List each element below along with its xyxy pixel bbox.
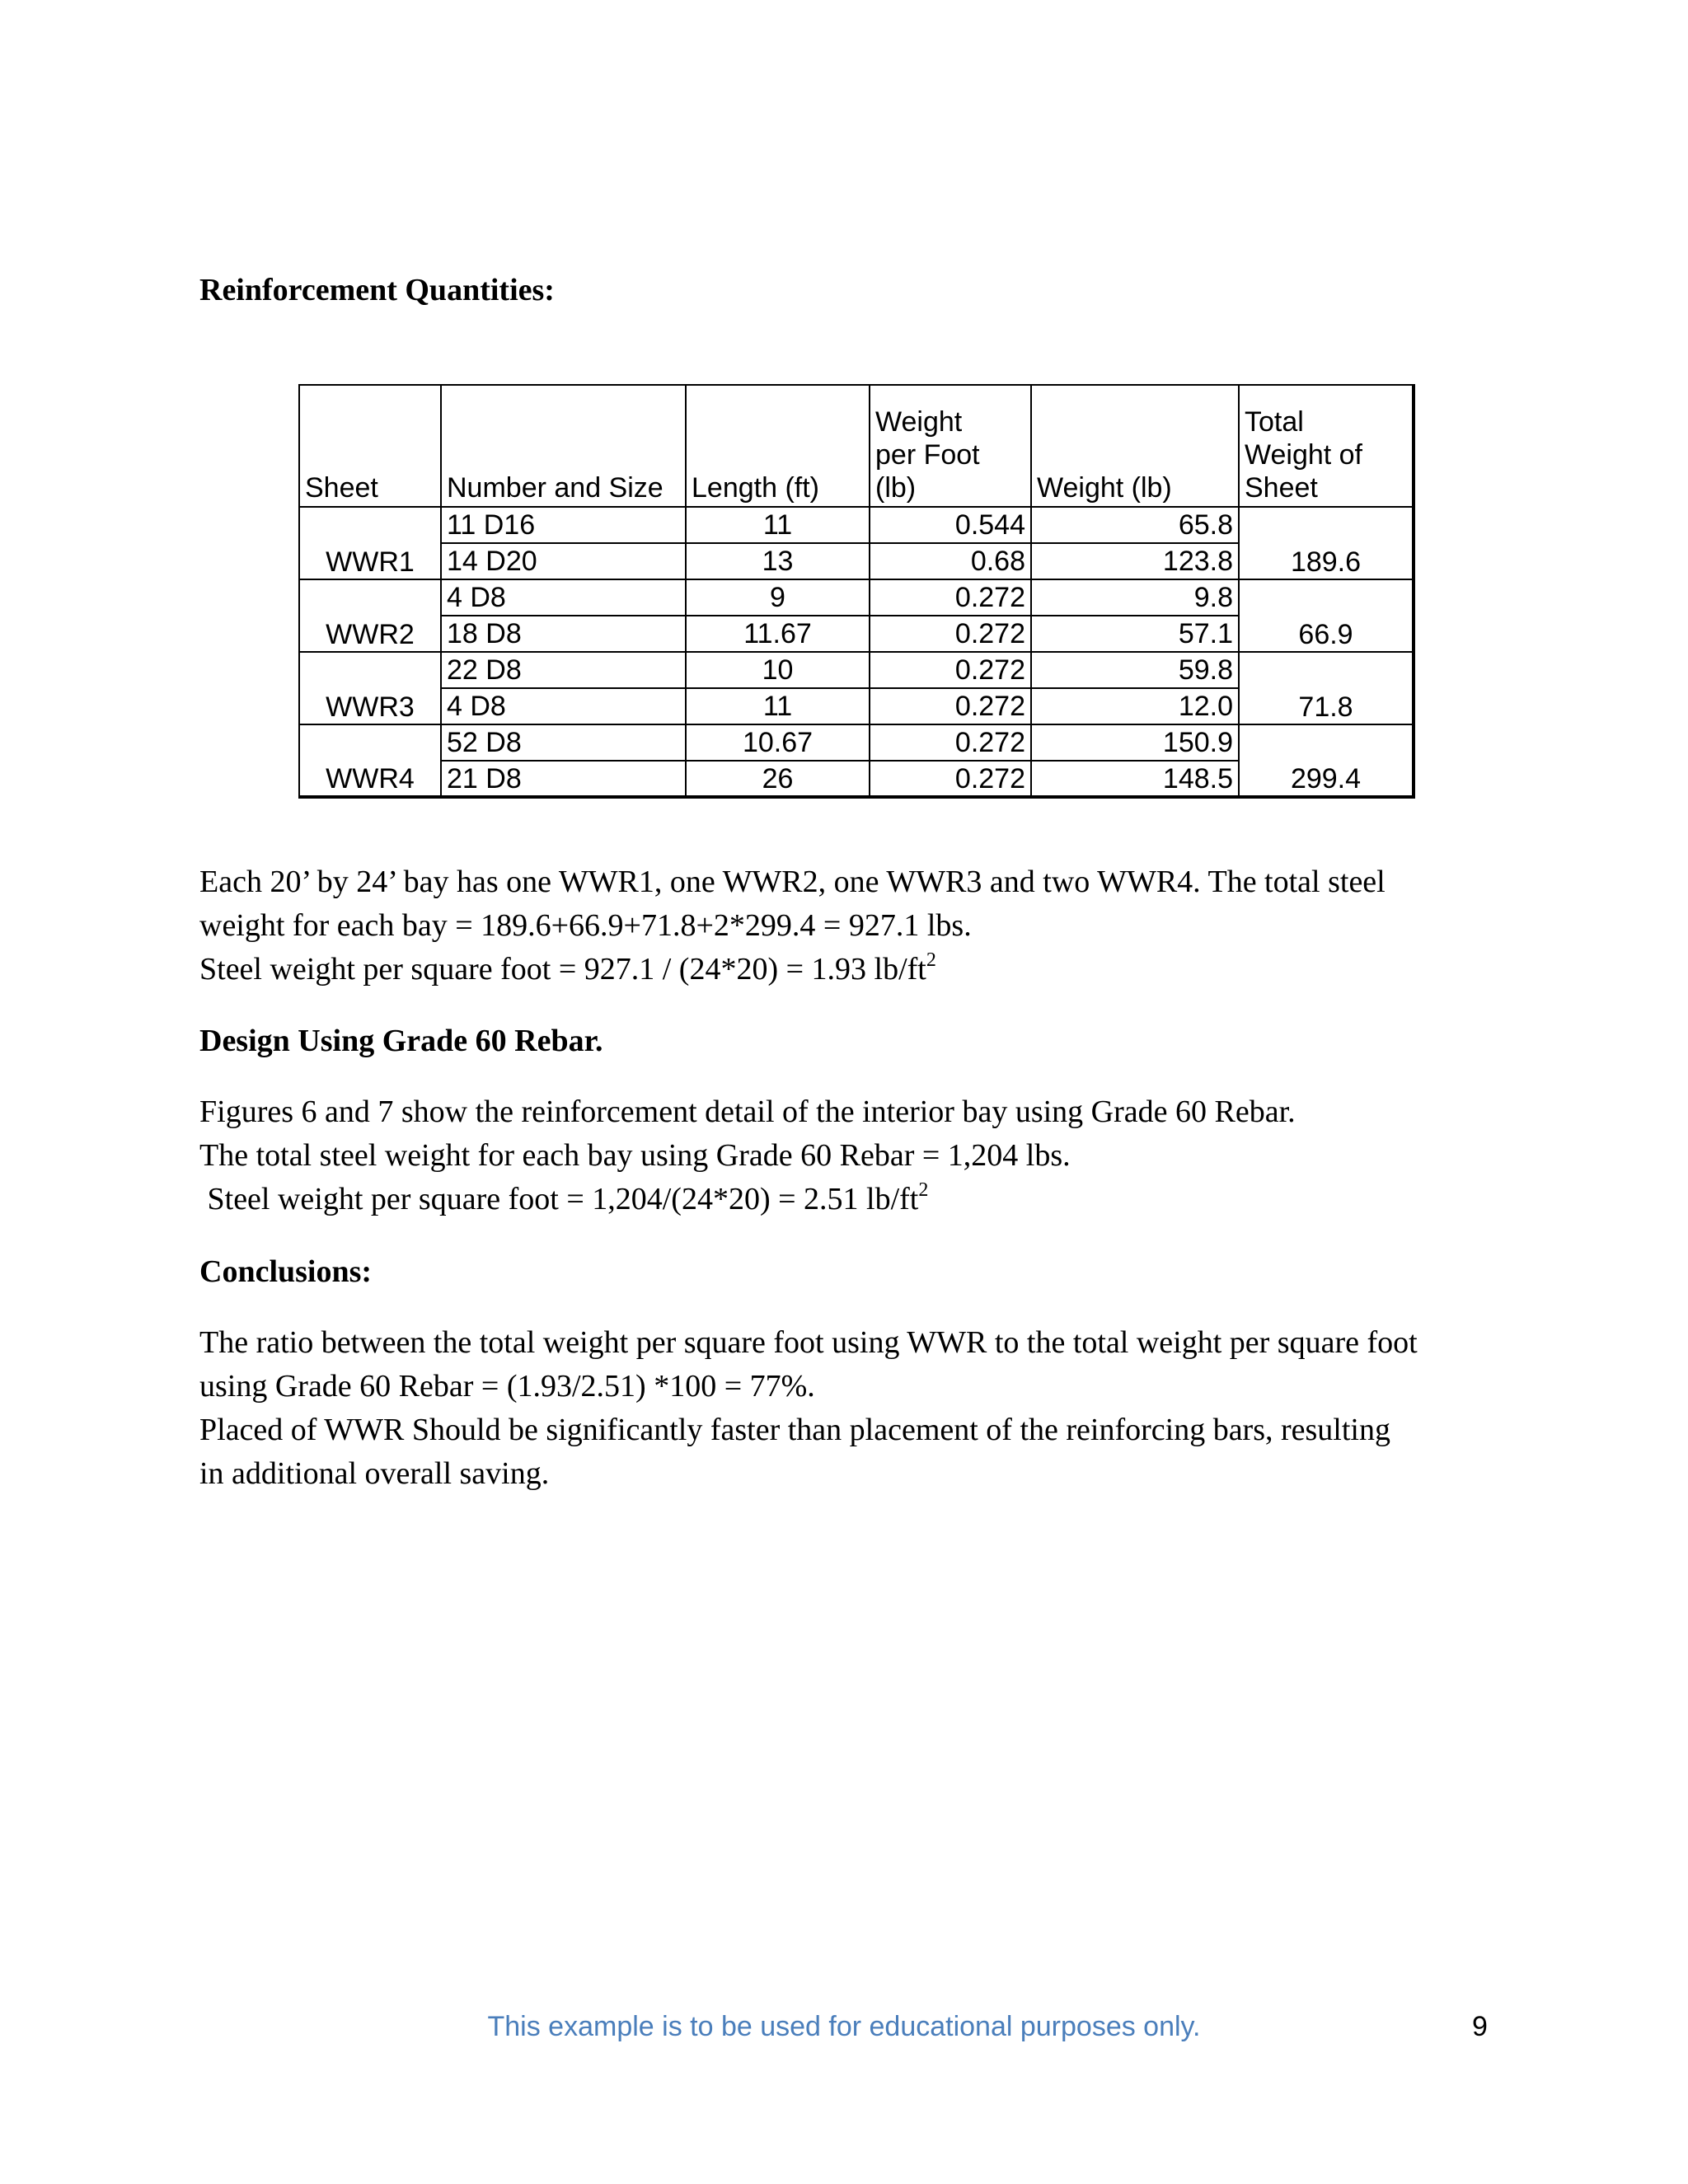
wpf-cell: 0.272	[870, 579, 1031, 616]
total-cell: 189.6	[1239, 507, 1414, 579]
header-total-weight: Total Weight of Sheet	[1239, 385, 1414, 507]
length-cell: 26	[686, 761, 870, 797]
table-row	[299, 724, 1414, 761]
length-cell: 10	[686, 652, 870, 688]
wpf-cell: 0.68	[870, 543, 1031, 579]
wpf-cell: 0.272	[870, 688, 1031, 724]
sheet-cell: WWR2	[299, 579, 441, 652]
table-row	[299, 507, 1414, 543]
length-cell: 11	[686, 507, 870, 543]
number-size-cell: 4 D8	[441, 579, 686, 616]
table-row	[299, 579, 1414, 616]
length-cell: 11	[686, 688, 870, 724]
wpf-cell: 0.272	[870, 761, 1031, 797]
number-size-cell: 11 D16	[441, 507, 686, 543]
superscript-squared: 2	[926, 949, 936, 971]
weight-cell: 12.0	[1031, 688, 1239, 724]
length-cell: 11.67	[686, 616, 870, 652]
wpf-cell: 0.272	[870, 616, 1031, 652]
weight-cell: 123.8	[1031, 543, 1239, 579]
paragraph-grade60: Figures 6 and 7 show the reinforcement detail of the interior bay using Grade 60 Rebar. The total steel weight for each bay using Grade 60 Rebar = 1,204 lbs. Steel weight per square foot = 1,204/(24*20) = 2.51 $lb/ft^2$	[199, 1094, 1296, 1216]
number-size-cell: 14 D20	[441, 543, 686, 579]
total-cell: 299.4	[1239, 724, 1414, 797]
total-cell: 66.9	[1239, 579, 1414, 652]
section-heading-reinforcement: Reinforcement Quantities:	[199, 273, 555, 307]
section-heading-conclusions: Conclusions:	[199, 1254, 373, 1289]
reinforcement-table	[298, 384, 1415, 799]
sheet-cell: WWR4	[299, 724, 441, 797]
weight-cell: 150.9	[1031, 724, 1239, 761]
wpf-cell: 0.272	[870, 724, 1031, 761]
superscript-squared: 2	[918, 1179, 929, 1201]
total-cell: 71.8	[1239, 652, 1414, 724]
weight-cell: 9.8	[1031, 579, 1239, 616]
number-size-cell: 22 D8	[441, 652, 686, 688]
header-sheet: Sheet	[299, 385, 441, 507]
header-number-size: Number and Size	[441, 385, 686, 507]
section-heading-grade60: Design Using Grade 60 Rebar.	[199, 1024, 603, 1058]
weight-cell: 148.5	[1031, 761, 1239, 797]
table-row	[299, 652, 1414, 688]
header-weight: Weight (lb)	[1031, 385, 1239, 507]
number-size-cell: 21 D8	[441, 761, 686, 797]
length-cell: 10.67	[686, 724, 870, 761]
header-length: Length (ft)	[686, 385, 870, 507]
number-size-cell: 4 D8	[441, 688, 686, 724]
weight-cell: 57.1	[1031, 616, 1239, 652]
sheet-cell: WWR1	[299, 507, 441, 579]
number-size-cell: 52 D8	[441, 724, 686, 761]
length-cell: 13	[686, 543, 870, 579]
length-cell: 9	[686, 579, 870, 616]
weight-cell: 65.8	[1031, 507, 1239, 543]
sheet-cell: WWR3	[299, 652, 441, 724]
footer-disclaimer: This example is to be used for educational purposes only.	[487, 2011, 1201, 2042]
wpf-cell: 0.272	[870, 652, 1031, 688]
table-header-row	[299, 385, 1414, 507]
weight-cell: 59.8	[1031, 652, 1239, 688]
wpf-cell: 0.544	[870, 507, 1031, 543]
number-size-cell: 18 D8	[441, 616, 686, 652]
paragraph-bay-summary: Each 20’ by 24’ bay has one WWR1, one WWR2, one WWR3 and two WWR4. The total steel weight for each bay = 189.6+66.9+71.8+2*299.4 = 927.1 lbs. Steel weight per square foot = 927.1 / (24*20) = 1.93 $lb/ft^2$	[199, 865, 1386, 987]
paragraph-conclusions: The ratio between the total weight per square foot using WWR to the total weight per square foot using Grade 60 Rebar = (1.93/2.51) *100 = 77%. Placed of WWR Should be significantly faster than placement of the reinforcing bars, resulting in additional overall saving.	[199, 1325, 1418, 1491]
header-weight-per-foot: Weight per Foot (lb)	[870, 385, 1031, 507]
page-number: 9	[1472, 2011, 1488, 2042]
